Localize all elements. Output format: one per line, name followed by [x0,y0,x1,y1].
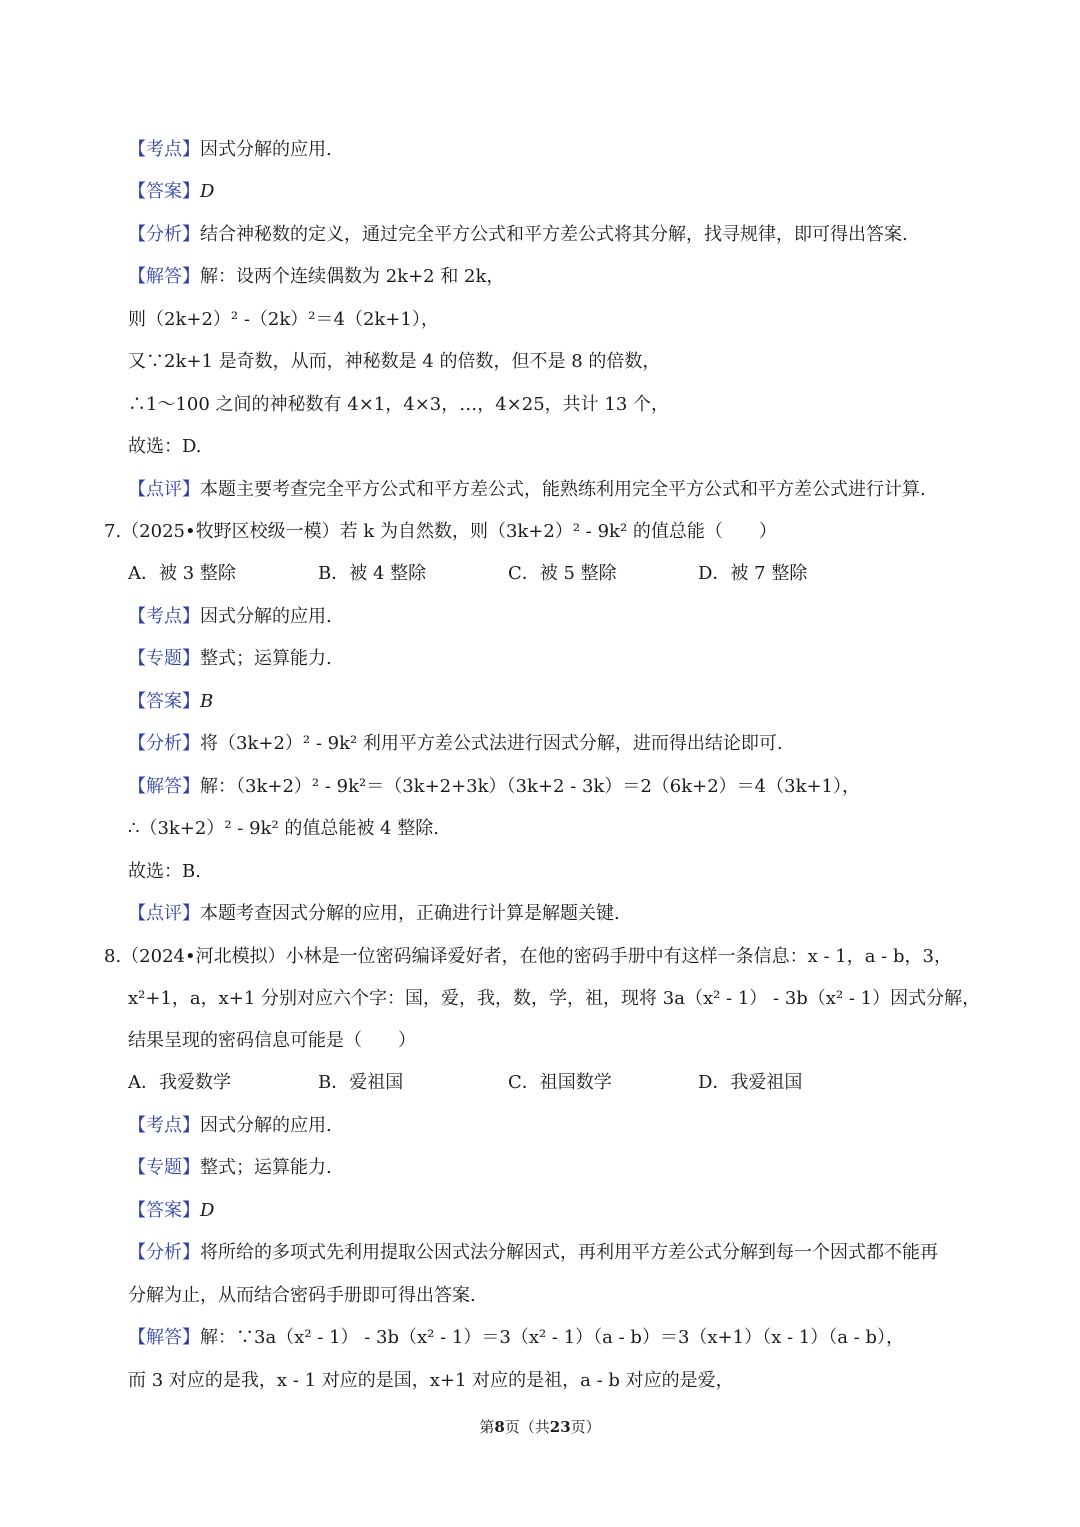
q8-stem-2: x²+1，a，x+1 分别对应六个字：国，爱，我，数，学，祖，现将 3a（x² - 1） - 3b（x² - 1）因式分解， [128,988,981,1009]
page-footer [0,1416,1080,1437]
tag-zhuanti: 【专题】 [128,1157,200,1178]
q8-jieda-2: 而 3 对应的是我，x - 1 对应的是国，x+1 对应的是祖，a - b 对应的是爱， [128,1370,734,1391]
p6-fenxi-line [128,223,908,247]
tag-dianping: 【点评】 [128,479,200,500]
q8-zhuanti: 整式；运算能力. [200,1157,332,1178]
q7-dianping: 本题考查因式分解的应用，正确进行计算是解题关键. [200,903,620,924]
tag-kaodian: 【考点】 [128,606,200,627]
footer-prefix: 第 [479,1418,495,1436]
tag-jieda: 【解答】 [128,266,200,287]
q7-fenxi-line [128,732,783,756]
q7-zhuanti: 整式；运算能力. [200,648,332,669]
q8-fenxi-2: 分解为止，从而结合密码手册即可得出答案. [128,1285,476,1306]
tag-fenxi: 【分析】 [128,1242,200,1263]
p6-jieda-4: ∴1～100 之间的神秘数有 4×1，4×3，…，4×25，共计 13 个， [128,394,670,415]
tag-zhuanti: 【专题】 [128,648,200,669]
p6-kaodian-line [128,138,332,162]
q8-option-d: D．我爱祖国 [698,1072,803,1093]
q7-jieda-2: ∴（3k+2）² - 9k² 的值总能被 4 整除. [128,818,440,839]
p6-daan-line [128,180,214,204]
p6-fenxi: 结合神秘数的定义，通过完全平方公式和平方差公式将其分解，找寻规律，即可得出答案. [200,224,908,245]
p6-jieda-2: 则（2k+2）² -（2k）²＝4（2k+1）， [128,309,439,330]
p6-jieda-1: 解：设两个连续偶数为 2k+2 和 2k， [200,266,505,287]
q8-kaodian-line [128,1114,332,1138]
q7-fenxi: 将（3k+2）² - 9k² 利用平方差公式法进行因式分解，进而得出结论即可. [200,733,783,754]
q8-kaodian: 因式分解的应用. [200,1115,332,1136]
q7-option-b: B．被 4 整除 [318,563,427,584]
q7-options [128,562,888,586]
p6-daan: D [200,181,215,202]
q7-option-a: A．被 3 整除 [128,563,236,584]
p6-jieda-3: 又∵2k+1 是奇数，从而，神秘数是 4 的倍数，但不是 8 的倍数， [128,351,661,372]
q8-jieda-1: 解：∵3a（x² - 1） - 3b（x² - 1）＝3（x² - 1）（a - b）＝3（x+1）（x - 1）（a - b）， [200,1327,904,1348]
q7-daan-line [128,690,213,714]
tag-jieda: 【解答】 [128,776,200,797]
tag-jieda: 【解答】 [128,1327,200,1348]
p6-jieda-5: 故选：D. [128,436,202,457]
q8-option-b: B．爱祖国 [318,1072,404,1093]
tag-fenxi: 【分析】 [128,224,200,245]
q7-option-d: D．被 7 整除 [698,563,808,584]
q7-dianping-line [128,902,620,926]
footer-total-pages: 23 [549,1418,571,1436]
tag-daan: 【答案】 [128,691,200,712]
q7-kaodian-line [128,605,332,629]
q7-jieda-3: 故选：B. [128,861,201,882]
p6-dianping-line [128,478,926,502]
p6-dianping: 本题主要考查完全平方公式和平方差公式，能熟练利用完全平方公式和平方差公式进行计算. [200,479,926,500]
q7-option-c: C．被 5 整除 [508,563,617,584]
tag-kaodian: 【考点】 [128,139,200,160]
q8-daan: D [200,1200,215,1221]
footer-page-number: 8 [494,1418,505,1436]
q8-option-c: C．祖国数学 [508,1072,612,1093]
q7-kaodian: 因式分解的应用. [200,606,332,627]
q8-daan-line [128,1199,214,1223]
q8-stem-1: 8.（2024•河北模拟）小林是一位密码编译爱好者，在他的密码手册中有这样一条信息：x - 1，a - b，3， [104,946,952,967]
q8-stem-3: 结果呈现的密码信息可能是（ ） [128,1030,416,1051]
q8-options [128,1071,888,1095]
q8-jieda-line [128,1326,904,1350]
q7-daan: B [200,691,214,712]
q8-zhuanti-line [128,1156,332,1180]
footer-suffix: 页） [570,1418,601,1436]
q7-jieda-line [128,775,860,799]
tag-kaodian: 【考点】 [128,1115,200,1136]
q7-stem: 7.（2025•牧野区校级一模）若 k 为自然数，则（3k+2）² - 9k² 的值总能（ ） [104,521,777,542]
p6-jieda-line [128,265,504,289]
tag-daan: 【答案】 [128,1200,200,1221]
footer-middle: 页（共 [504,1418,550,1436]
q7-zhuanti-line [128,647,332,671]
q7-jieda-1: 解：（3k+2）² - 9k²＝（3k+2+3k）（3k+2 - 3k）＝2（6k+2）＝4（3k+1）， [200,776,861,797]
tag-daan: 【答案】 [128,181,200,202]
q8-fenxi-line [128,1241,938,1265]
tag-fenxi: 【分析】 [128,733,200,754]
tag-dianping: 【点评】 [128,903,200,924]
q8-option-a: A．我爱数学 [128,1072,231,1093]
q8-fenxi-1: 将所给的多项式先利用提取公因式法分解因式，再利用平方差公式分解到每一个因式都不能再 [200,1242,938,1263]
p6-kaodian: 因式分解的应用. [200,139,332,160]
